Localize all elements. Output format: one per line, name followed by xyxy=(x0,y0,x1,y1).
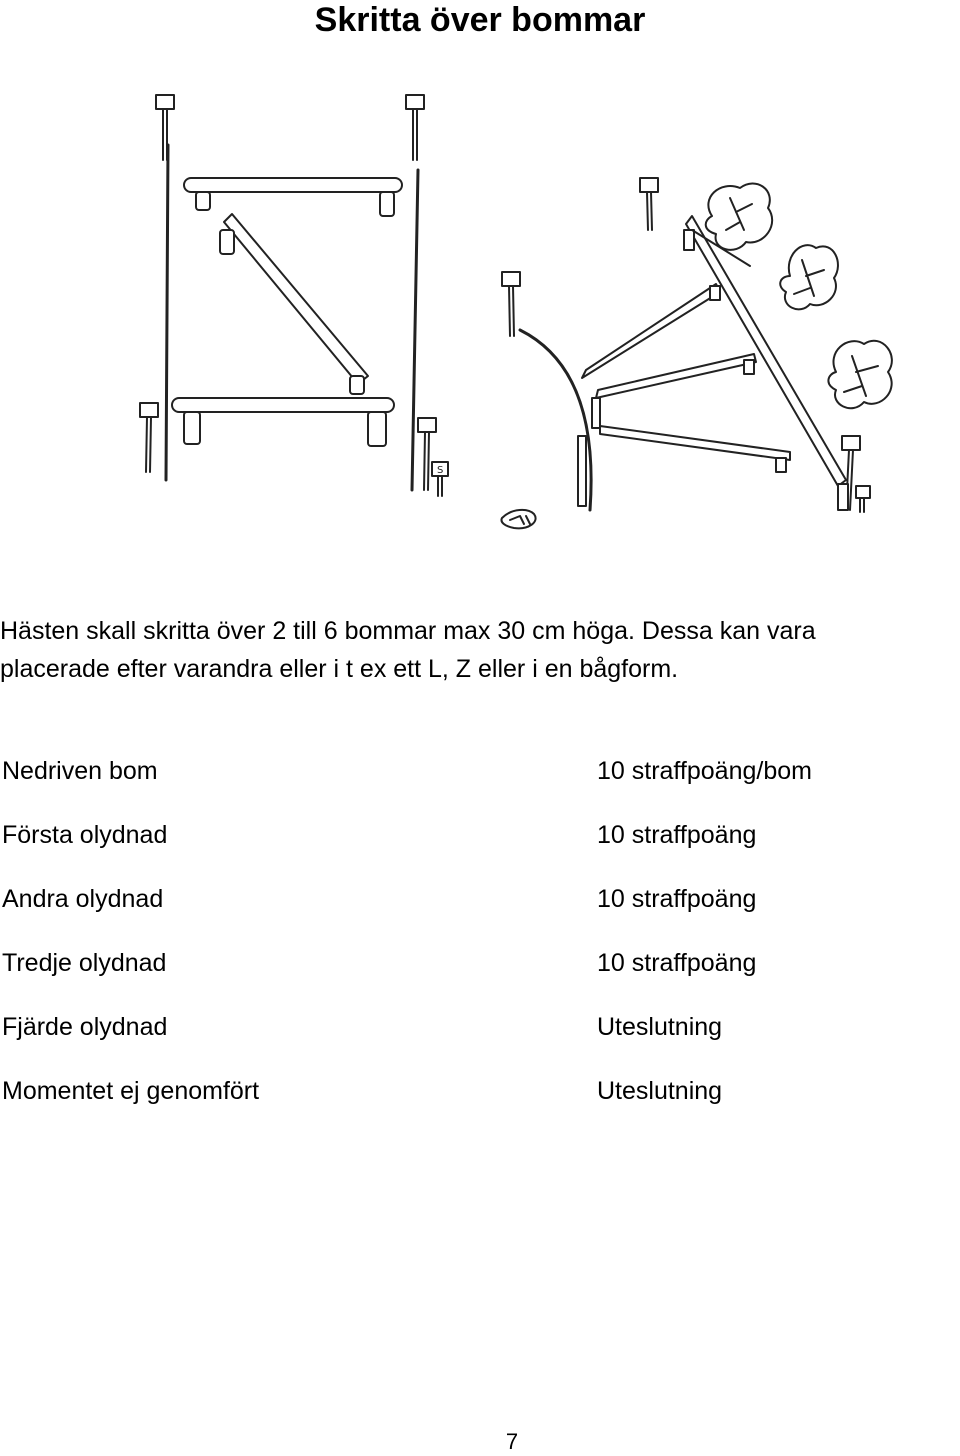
pole-course-illustration xyxy=(100,80,920,540)
pole xyxy=(220,214,368,394)
fault-label: Momentet ej genomfört xyxy=(2,1077,260,1105)
fault-label: Nedriven bom xyxy=(2,757,158,785)
penalty-value: Uteslutning xyxy=(597,1013,723,1041)
svg-text:S: S xyxy=(437,465,444,476)
arc-course-figure xyxy=(502,178,892,512)
bush xyxy=(828,341,891,408)
penalty-value: Uteslutning xyxy=(597,1077,723,1105)
flag-post xyxy=(156,95,174,160)
fault-label: Första olydnad xyxy=(2,821,168,849)
penalty-row xyxy=(0,944,960,1008)
page-title: Skritta över bommar xyxy=(314,1,646,39)
penalty-table xyxy=(0,752,960,1136)
pole xyxy=(582,284,720,378)
flag-post xyxy=(406,95,424,160)
bush xyxy=(706,184,772,250)
flag-post xyxy=(502,272,520,336)
flag-post xyxy=(140,403,158,472)
description-line: Hästen skall skritta över 2 till 6 bommar max 30 cm höga. Dessa kan vara xyxy=(0,617,816,645)
flag-post xyxy=(856,486,870,512)
penalty-row xyxy=(0,752,960,816)
penalty-row xyxy=(0,1072,960,1136)
fault-label: Tredje olydnad xyxy=(2,949,167,977)
pole xyxy=(172,398,394,446)
fault-label: Fjärde olydnad xyxy=(2,1013,168,1041)
pole xyxy=(600,426,790,472)
penalty-row xyxy=(0,816,960,880)
flag-post xyxy=(418,418,436,490)
fault-label: Andra olydnad xyxy=(2,885,164,913)
pole xyxy=(596,354,756,398)
penalty-value: 10 straffpoäng/bom xyxy=(597,757,812,785)
flag-post xyxy=(432,462,448,496)
page-number: 7 xyxy=(505,1429,519,1454)
z-course-figure xyxy=(140,95,448,496)
penalty-row xyxy=(0,880,960,944)
description-line: placerade efter varandra eller i t ex ett L, Z eller i en bågform. xyxy=(0,655,679,683)
penalty-value: 10 straffpoäng xyxy=(597,821,757,849)
description-paragraph xyxy=(0,612,960,688)
artist-signature xyxy=(502,510,536,528)
bush xyxy=(780,245,838,309)
penalty-value: 10 straffpoäng xyxy=(597,885,757,913)
flag-post xyxy=(640,178,658,230)
penalty-value: 10 straffpoäng xyxy=(597,949,757,977)
pole xyxy=(184,178,402,216)
penalty-row xyxy=(0,1008,960,1072)
